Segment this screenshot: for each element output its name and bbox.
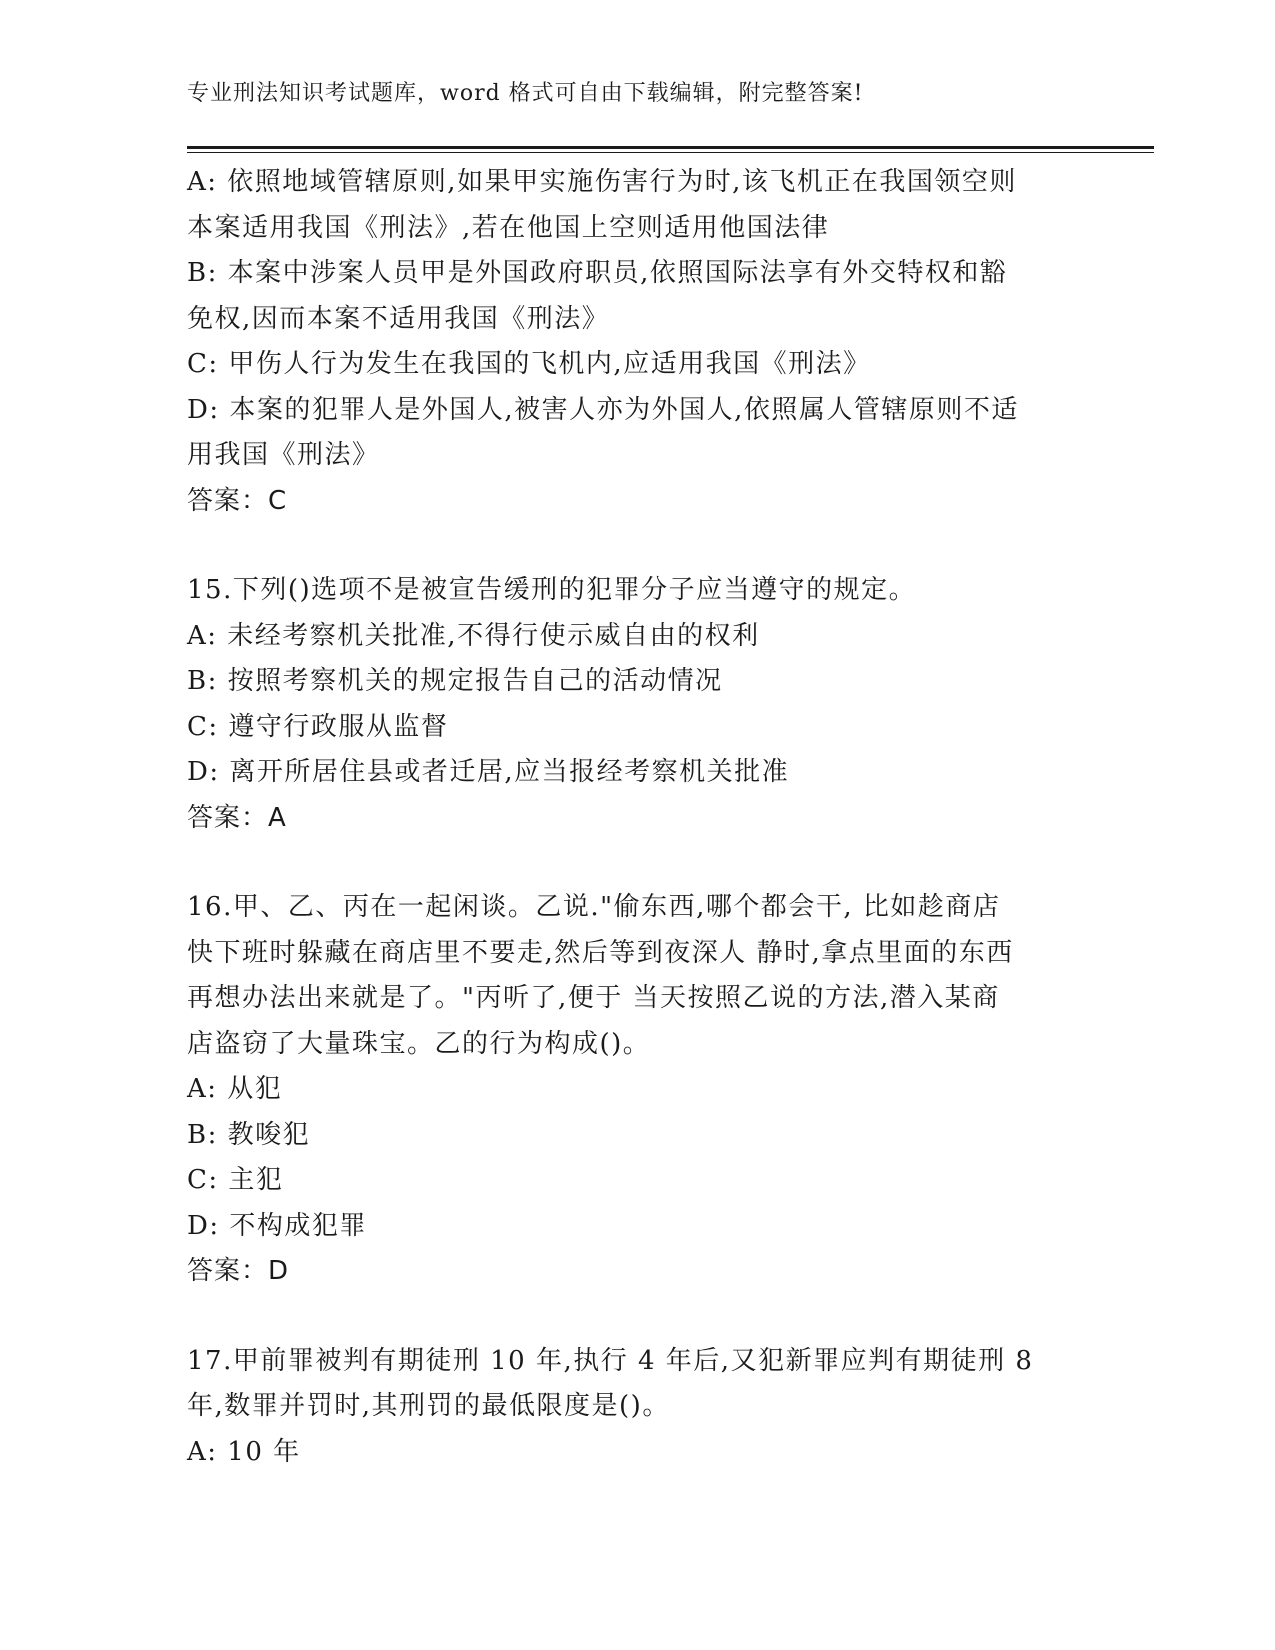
q14-answer: 答案：C [187, 485, 288, 516]
question-16 [187, 885, 1087, 1295]
q14-option-a-line-1: A: 依照地域管辖原则,如果甲实施伤害行为时,该飞机正在我国领空则 [187, 167, 1017, 197]
q17-stem-line-2: 年,数罪并罚时,其刑罚的最低限度是()。 [187, 1391, 670, 1421]
page-header: 专业刑法知识考试题库，word 格式可自由下载编辑，附完整答案! [187, 81, 864, 106]
q14-option-d-line-1: D: 本案的犯罪人是外国人,被害人亦为外国人,依照属人管辖原则不适 [187, 394, 1019, 425]
q15-answer: 答案：A [187, 802, 287, 833]
q16-stem-line-1: 16.甲、乙、丙在一起闲谈。乙说."偷东西,哪个都会干, 比如趁商店 [187, 892, 1001, 922]
q15-option-b: B: 按照考察机关的规定报告自己的活动情况 [187, 666, 723, 696]
spacer [187, 524, 1087, 568]
header-rule-thin [187, 152, 1154, 153]
question-content [187, 160, 1087, 1475]
spacer [187, 841, 1087, 885]
q14-option-d-line-2: 用我国《刑法》 [187, 440, 380, 470]
q16-option-a: A: 从犯 [187, 1074, 283, 1104]
header-rule-thick [187, 146, 1154, 149]
q14-option-b-line-2: 免权,因而本案不适用我国《刑法》 [187, 303, 610, 334]
q14-option-c: C: 甲伤人行为发生在我国的飞机内,应适用我国《刑法》 [187, 349, 871, 379]
q17-option-a: A: 10 年 [187, 1436, 301, 1467]
q14-option-b-line-1: B: 本案中涉案人员甲是外国政府职员,依照国际法享有外交特权和豁 [187, 258, 1008, 288]
q16-answer: 答案：D [187, 1256, 290, 1286]
q15-option-a: A: 未经考察机关批准,不得行使示威自由的权利 [187, 620, 760, 651]
q16-option-d: D: 不构成犯罪 [187, 1210, 367, 1241]
q16-stem-line-3: 再想办法出来就是了。"丙听了,便于 当天按照乙说的方法,潜入某商 [187, 983, 1000, 1013]
question-14-options [187, 160, 1087, 524]
q17-stem-line-1: 17.甲前罪被判有期徒刑 10 年,执行 4 年后,又犯新罪应判有期徒刑 8 [187, 1345, 1034, 1376]
question-17 [187, 1339, 1087, 1476]
question-15 [187, 568, 1087, 841]
q15-option-c: C: 遵守行政服从监督 [187, 711, 449, 742]
q15-option-d: D: 离开所居住县或者迁居,应当报经考察机关批准 [187, 757, 790, 787]
q16-option-c: C: 主犯 [187, 1165, 284, 1195]
q14-option-a-line-2: 本案适用我国《刑法》,若在他国上空则适用他国法律 [187, 212, 830, 243]
spacer [187, 1295, 1087, 1339]
q16-stem-line-4: 店盗窃了大量珠宝。乙的行为构成()。 [187, 1028, 651, 1059]
q16-stem-line-2: 快下班时躲藏在商店里不要走,然后等到夜深人 静时,拿点里面的东西 [187, 937, 1014, 968]
q16-option-b: B: 教唆犯 [187, 1119, 311, 1150]
q15-stem: 15.下列()选项不是被宣告缓刑的犯罪分子应当遵守的规定。 [187, 575, 917, 605]
